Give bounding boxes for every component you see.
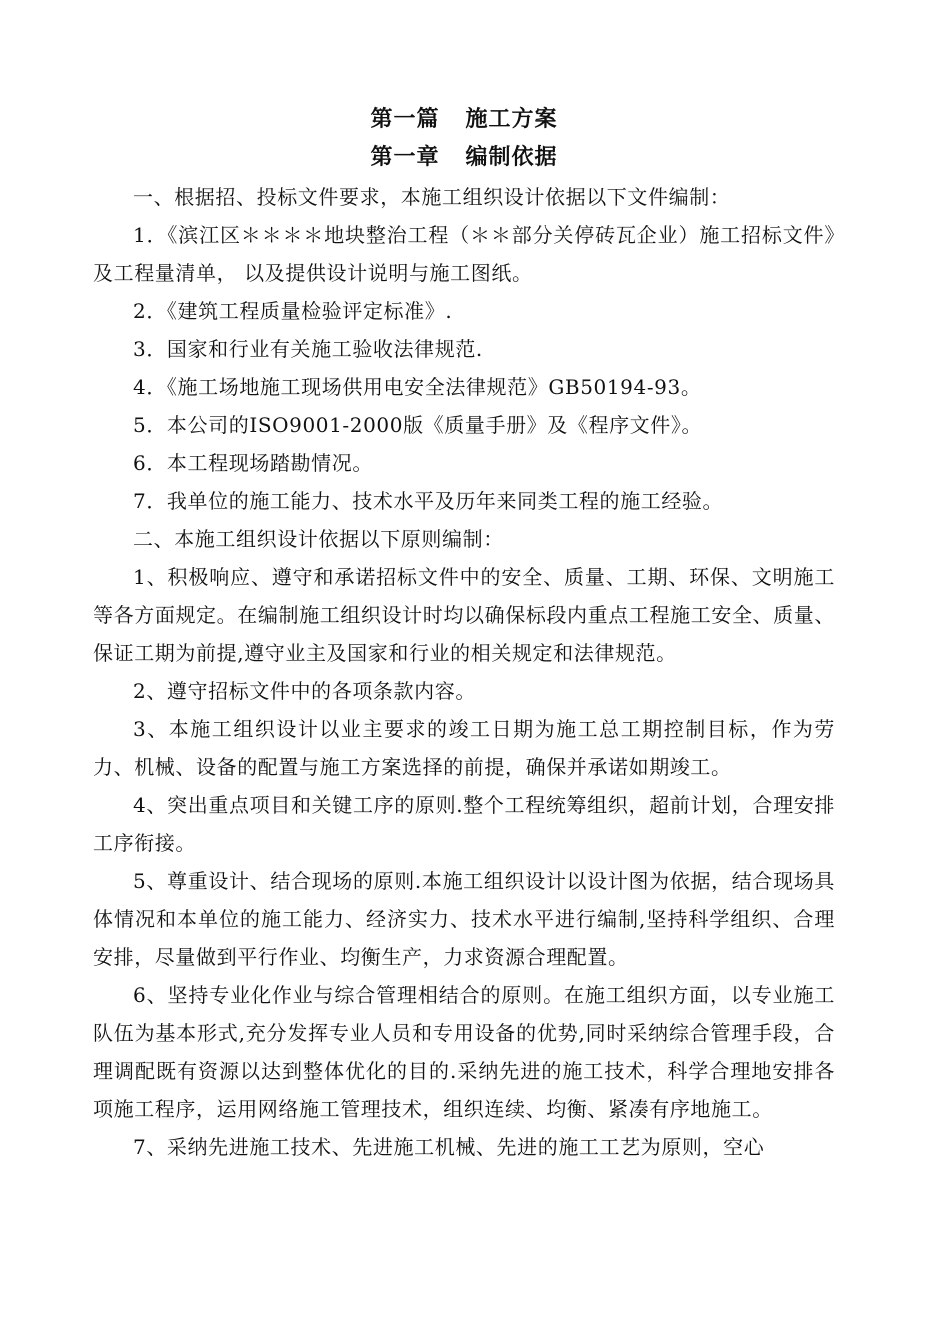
paragraph: 1．《滨江区＊＊＊＊地块整治工程（＊＊部分关停砖瓦企业）施工招标文件》及工程量清单， 以及提供设计说明与施工图纸。 bbox=[93, 223, 835, 285]
paragraph: 7．我单位的施工能力、技术水平及历年来同类工程的施工经验。 bbox=[133, 489, 724, 513]
paragraph: 3．国家和行业有关施工验收法律规范. bbox=[133, 337, 483, 361]
paragraph: 4．《施工场地施工现场供用电安全法律规范》GB50194-93。 bbox=[133, 375, 702, 399]
paragraph: 7、采纳先进施工技术、先进施工机械、先进的施工工艺为原则，空心 bbox=[133, 1135, 765, 1159]
part-title bbox=[93, 100, 835, 138]
body-text bbox=[93, 178, 835, 1166]
paragraph: 2、遵守招标文件中的各项条款内容。 bbox=[133, 679, 476, 703]
paragraph: 6．本工程现场踏勘情况。 bbox=[133, 451, 373, 475]
part-title-number: 第一篇 bbox=[370, 106, 440, 132]
chapter-title bbox=[93, 138, 835, 176]
part-title-text: 施工方案 bbox=[465, 106, 558, 132]
paragraph: 2．《建筑工程质量检验评定标准》. bbox=[133, 299, 453, 323]
paragraph: 4、突出重点项目和关键工序的原则.整个工程统筹组织，超前计划，合理安排工序衔接。 bbox=[93, 793, 835, 855]
paragraph: 5、尊重设计、结合现场的原则.本施工组织设计以设计图为依据，结合现场具体情况和本单位的施工能力、经济实力、技术水平进行编制,坚持科学组织、合理安排，尽量做到平行作业、均衡生产，力求资源合理配置。 bbox=[93, 869, 835, 969]
paragraph: 一、根据招、投标文件要求，本施工组织设计依据以下文件编制： bbox=[133, 185, 731, 209]
paragraph: 5．本公司的ISO9001-2000版《质量手册》及《程序文件》。 bbox=[133, 413, 703, 437]
paragraph: 3、本施工组织设计以业主要求的竣工日期为施工总工期控制目标，作为劳力、机械、设备的配置与施工方案选择的前提，确保并承诺如期竣工。 bbox=[93, 717, 835, 779]
paragraph: 1、积极响应、遵守和承诺招标文件中的安全、质量、工期、环保、文明施工等各方面规定。在编制施工组织设计时均以确保标段内重点工程施工安全、质量、保证工期为前提,遵守业主及国家和行业的相关规定和法律规范。 bbox=[93, 565, 835, 665]
paragraph: 二、本施工组织设计依据以下原则编制： bbox=[133, 527, 504, 551]
paragraph: 6、坚持专业化作业与综合管理相结合的原则。在施工组织方面，以专业施工队伍为基本形式,充分发挥专业人员和专用设备的优势,同时采纳综合管理手段，合理调配既有资源以达到整体优化的目的.采纳先进的施工技术，科学合理地安排各项施工程序，运用网络施工管理技术，组织连续、均衡、紧凑有序地施工。 bbox=[93, 983, 835, 1121]
document-page bbox=[93, 100, 835, 1166]
chapter-title-number: 第一章 bbox=[370, 144, 440, 170]
chapter-title-text: 编制依据 bbox=[465, 144, 558, 170]
